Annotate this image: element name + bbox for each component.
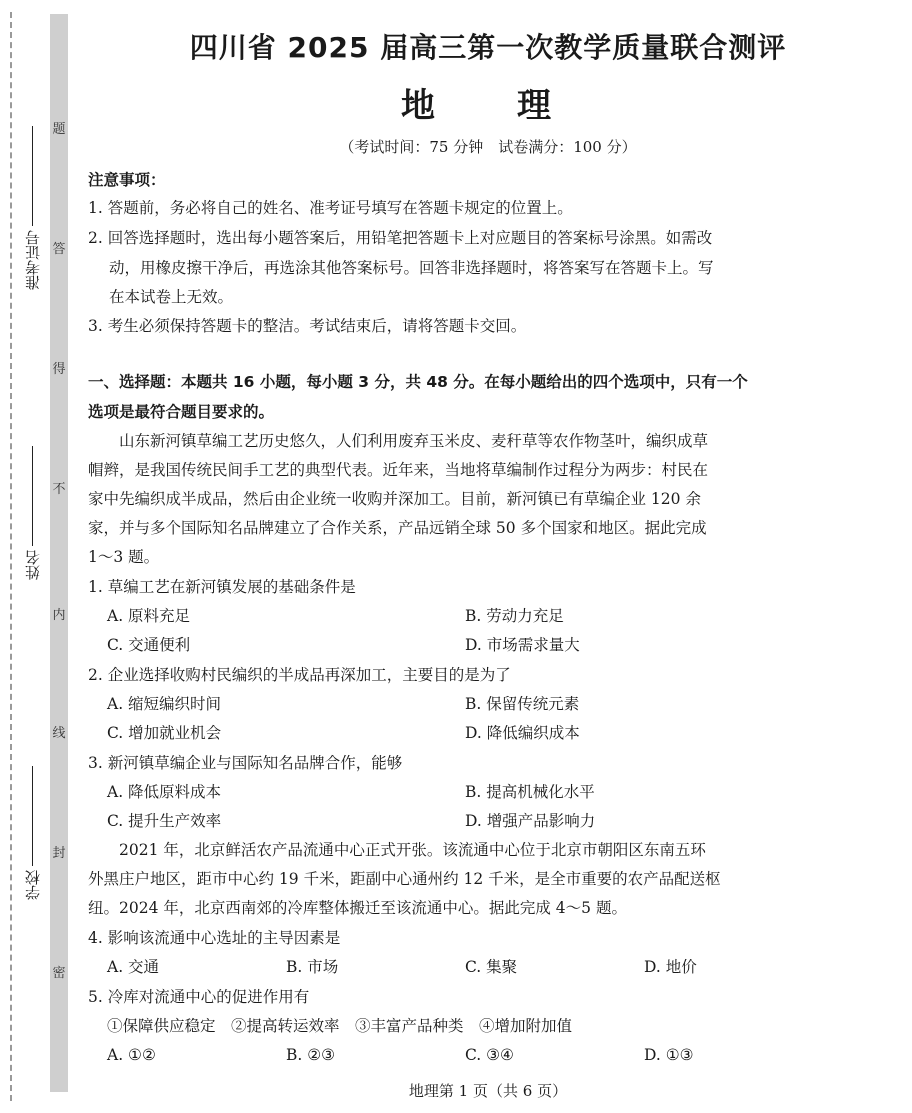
school-blank [33, 766, 34, 866]
option-d: D. ①③ [644, 1046, 694, 1064]
cut-line [10, 12, 12, 1101]
question-stem: 4. 影响该流通中心选址的主导因素是 [88, 929, 341, 947]
notice-item: 1. 答题前，务必将自己的姓名、准考证号填写在答题卡规定的位置上。 [88, 199, 573, 217]
section-heading: 一、选择题：本题共 16 小题，每小题 3 分，共 48 分。在每小题给出的四个选项中，只有一个 [88, 373, 748, 391]
notice-item-cont: 动，用橡皮擦干净后，再选涂其他答案标号。回答非选择题时，将答案写在答题卡上。写 [109, 259, 714, 277]
option-a: A. 缩短编织时间 [107, 695, 222, 713]
option-c: C. 提升生产效率 [107, 812, 222, 830]
name-field [22, 420, 44, 580]
name-label: 姓名 [24, 550, 42, 580]
passage-line: 家，并与多个国际知名品牌建立了合作关系，产品远销全球 50 多个国家和地区。据此完成 [88, 519, 707, 537]
option-a: A. 原料充足 [107, 607, 191, 625]
option-c: C. ③④ [465, 1046, 514, 1064]
exam-number-label: 准考证号 [24, 230, 42, 290]
exam-title: 四川省 2025 届高三第一次教学质量联合测评 [189, 31, 787, 64]
school-label: 学校 [24, 870, 42, 900]
option-b: B. 市场 [286, 958, 339, 976]
binding-margin [0, 0, 70, 1113]
seal-char: 答 [52, 242, 66, 257]
name-blank [33, 446, 34, 546]
option-c: C. 增加就业机会 [107, 724, 222, 742]
notice-item-cont: 在本试卷上无效。 [109, 288, 234, 306]
option-a: A. ①② [107, 1046, 156, 1064]
option-a: A. 降低原料成本 [107, 783, 222, 801]
seal-char: 不 [52, 482, 66, 497]
question-stem: 1. 草编工艺在新河镇发展的基础条件是 [88, 578, 356, 596]
exam-number-field [22, 100, 44, 290]
option-a: A. 交通 [107, 958, 160, 976]
question-stem: 3. 新河镇草编企业与国际知名品牌合作，能够 [88, 754, 403, 772]
passage-line: 家中先编织成半成品，然后由企业统一收购并深加工。目前，新河镇已有草编企业 120 余 [88, 490, 701, 508]
seal-strip [50, 14, 68, 1092]
passage-line: 外黑庄户地区，距市中心约 19 千米，距副中心通州约 12 千米，是全市重要的农产品配送枢 [88, 870, 721, 888]
passage-line: 2021 年，北京鲜活农产品流通中心正式开张。该流通中心位于北京市朝阳区东南五环 [119, 841, 706, 859]
school-field [22, 750, 44, 900]
question-stem: 5. 冷库对流通中心的促进作用有 [88, 988, 310, 1006]
exam-number-blank [33, 126, 34, 226]
option-b: B. 劳动力充足 [465, 607, 564, 625]
passage-line: 帽辫，是我国传统民间手工艺的典型代表。近年来，当地将草编制作过程分为两步：村民在 [88, 461, 709, 479]
option-d: D. 地价 [644, 958, 697, 976]
option-c: C. 交通便利 [107, 636, 191, 654]
question-stem: 2. 企业选择收购村民编织的半成品再深加工，主要目的是为了 [88, 666, 511, 684]
seal-char: 线 [52, 726, 66, 741]
option-b: B. 保留传统元素 [465, 695, 580, 713]
option-b: B. 提高机械化水平 [465, 783, 595, 801]
passage-line: 山东新河镇草编工艺历史悠久，人们利用废弃玉米皮、麦秆草等农作物茎叶，编织成草 [119, 432, 709, 450]
subject-title: 地 理 [401, 86, 575, 126]
seal-char: 封 [52, 846, 66, 861]
seal-char: 密 [52, 966, 66, 981]
section-heading-cont: 选项是最符合题目要求的。 [88, 403, 275, 421]
exam-meta: （考试时间：75 分钟 试卷满分：100 分） [339, 138, 637, 156]
seal-char: 得 [52, 362, 66, 377]
passage-line: 1～3 题。 [88, 548, 160, 566]
seal-char: 内 [52, 608, 66, 623]
statement-list: ①保障供应稳定 ②提高转运效率 ③丰富产品种类 ④增加附加值 [107, 1017, 573, 1035]
notice-item: 2. 回答选择题时，选出每小题答案后，用铅笔把答题卡上对应题目的答案标号涂黑。如需改 [88, 229, 713, 247]
notice-item: 3. 考生必须保持答题卡的整洁。考试结束后，请将答题卡交回。 [88, 317, 527, 335]
option-d: D. 降低编织成本 [465, 724, 580, 742]
seal-char: 题 [52, 122, 66, 137]
option-b: B. ②③ [286, 1046, 336, 1064]
option-c: C. 集聚 [465, 958, 518, 976]
option-d: D. 市场需求量大 [465, 636, 580, 654]
page-footer: 地理第 1 页（共 6 页） [408, 1082, 568, 1100]
notice-heading: 注意事项： [88, 171, 166, 189]
option-d: D. 增强产品影响力 [465, 812, 596, 830]
passage-line: 纽。2024 年，北京西南郊的冷库整体搬迁至该流通中心。据此完成 4～5 题。 [88, 899, 627, 917]
